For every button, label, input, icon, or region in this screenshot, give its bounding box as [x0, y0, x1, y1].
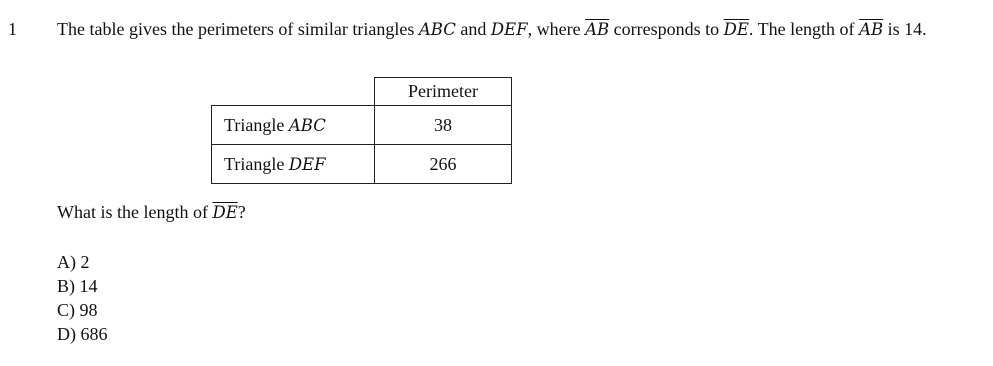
segment-ab: AB — [859, 20, 884, 39]
question-stem — [57, 18, 987, 41]
choice-d[interactable]: D) 686 — [57, 324, 108, 344]
stem-text: . The length of — [748, 19, 860, 39]
choice-c[interactable]: C) 98 — [57, 300, 98, 320]
triangle-def-name: DEF — [490, 20, 528, 39]
perimeter-table — [211, 77, 512, 184]
segment-de: DE — [723, 20, 749, 39]
segment-de: DE — [212, 203, 238, 222]
segment-ab: AB — [585, 20, 610, 39]
question-number: 1 — [8, 19, 17, 39]
stem-text: The table gives the perimeters of similar triangles — [57, 19, 419, 39]
table-row-value: 266 — [375, 145, 512, 184]
table-row-label: Triangle ABC — [212, 106, 375, 145]
stem-text: , where — [527, 19, 586, 39]
stem-text: and — [455, 19, 491, 39]
table-row-label: Triangle DEF — [212, 145, 375, 184]
choice-a[interactable]: A) 2 — [57, 252, 90, 272]
table-corner-cell — [212, 78, 375, 106]
stem-text: is 14. — [883, 19, 927, 39]
triangle-abc-name: ABC — [418, 20, 456, 39]
question-prompt: What is the length of DE? — [57, 202, 246, 222]
stem-text: corresponds to — [609, 19, 724, 39]
table-header-perimeter: Perimeter — [375, 78, 512, 106]
choice-b[interactable]: B) 14 — [57, 276, 98, 296]
table-row-value: 38 — [375, 106, 512, 145]
answer-choices — [57, 250, 108, 346]
